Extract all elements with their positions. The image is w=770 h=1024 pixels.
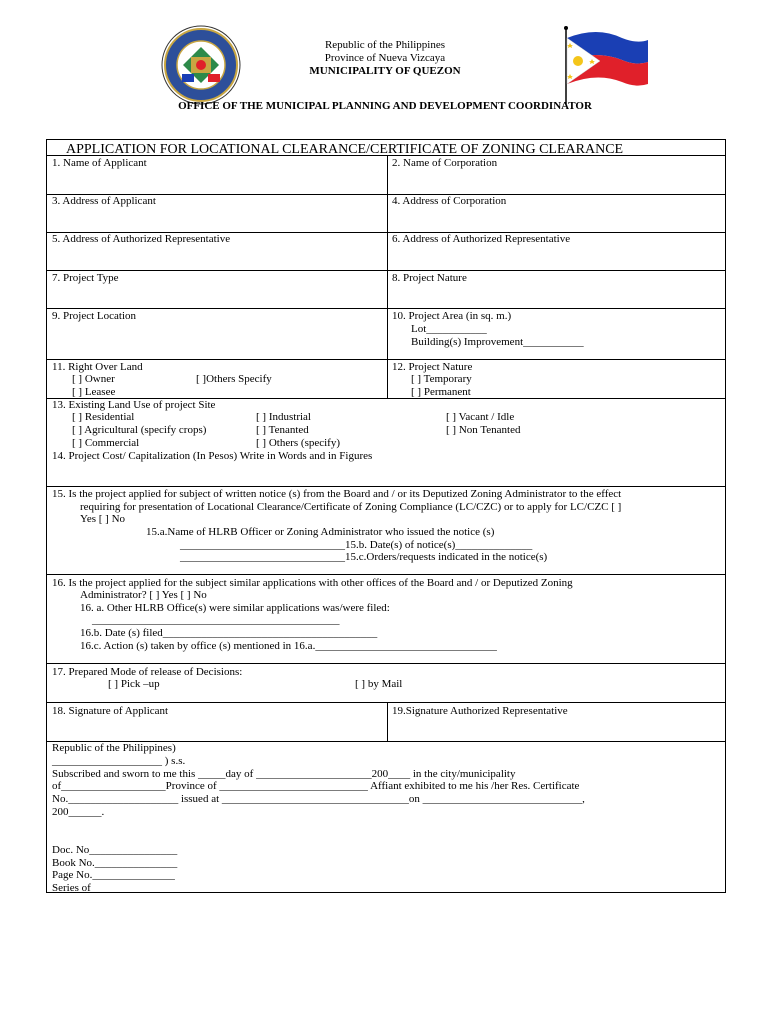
header-province: Province of Nueva Vizcaya xyxy=(324,52,446,64)
checkbox-commercial[interactable]: [ ] Commercial xyxy=(72,437,140,449)
field-project-cost[interactable]: 14. Project Cost/ Capitalization (In Pesos) Write in Words and in Figures xyxy=(52,450,373,462)
municipal-seal-icon xyxy=(160,24,242,106)
checkbox-non-tenanted[interactable]: [ ] Non Tenanted xyxy=(446,424,521,436)
field-16a[interactable]: 16. a. Other HLRB Office(s) were similar applications was/were filed: xyxy=(80,602,390,614)
question-16: 16. Is the project applied for the subject similar applications with other offices of the Board and / or Deputized Zoning xyxy=(52,577,573,589)
header-country: Republic of the Philippines xyxy=(324,39,446,51)
checkbox-pick-up[interactable]: [ ] Pick –up xyxy=(108,678,160,690)
checkbox-temporary[interactable]: [ ] Temporary xyxy=(411,373,472,385)
checkbox-tenanted[interactable]: [ ] Tenanted xyxy=(256,424,309,436)
office-title: OFFICE OF THE MUNICIPAL PLANNING AND DEVELOPMENT COORDINATOR xyxy=(178,100,592,112)
checkbox-owner[interactable]: [ ] Owner xyxy=(72,373,115,385)
checkbox-residential[interactable]: [ ] Residential xyxy=(72,411,135,423)
question-15-yes-no[interactable]: Yes [ ] No xyxy=(80,513,126,525)
notary-res-certificate[interactable]: No.____________________ issued at __________________________________on _____________________________, xyxy=(52,793,585,805)
field-right-over-land: 11. Right Over Land xyxy=(52,361,143,373)
field-16b[interactable]: 16.b. Date (s) filed_______________________________________ xyxy=(80,627,378,639)
field-15a[interactable]: 15.a.Name of HLRB Officer or Zoning Administrator who issued the notice (s) xyxy=(146,526,495,538)
field-address-of-applicant[interactable]: 3. Address of Applicant xyxy=(52,195,156,207)
philippine-flag-icon xyxy=(552,24,652,104)
checkbox-permanent[interactable]: [ ] Permanent xyxy=(411,386,471,398)
field-16a-line[interactable]: _____________________________________________ xyxy=(92,614,340,626)
notary-series[interactable]: Series of______________ xyxy=(52,882,168,894)
field-project-nature[interactable]: 8. Project Nature xyxy=(392,272,467,284)
field-16c[interactable]: 16.c. Action (s) taken by office (s) mentioned in 16.a._________________________________ xyxy=(80,640,497,652)
question-15: 15. Is the project applied for subject of written notice (s) from the Board and / or its Deputized Zoning Administrator to the effect xyxy=(52,488,622,500)
checkbox-others[interactable]: [ ] Others (specify) xyxy=(256,437,340,449)
field-address-of-representative[interactable]: 5. Address of Authorized Representative xyxy=(52,233,231,245)
checkbox-agricultural[interactable]: [ ] Agricultural (specify crops) xyxy=(72,424,207,436)
field-project-area-building[interactable]: Building(s) Improvement___________ xyxy=(411,336,584,348)
notary-country: Republic of the Philippines) xyxy=(52,742,176,754)
notary-province[interactable]: of___________________Province of ___________________________ Affiant exhibited to me his /her Res. Certificate xyxy=(52,780,580,792)
question-15-line2[interactable]: requiring for presentation of Locational Clearance/Certificate of Zoning Compliance (LC/CZC) or to apply for LC/CZC [ ] xyxy=(80,501,622,513)
field-15c[interactable]: ______________________________15.c.Orders/requests indicated in the notice(s) xyxy=(180,551,548,563)
field-project-area[interactable]: 10. Project Area (in sq. m.) xyxy=(392,310,512,322)
field-address-of-representative-2[interactable]: 6. Address of Authorized Representative xyxy=(392,233,571,245)
notary-ss[interactable]: ____________________ ) s.s. xyxy=(52,755,186,767)
checkbox-by-mail[interactable]: [ ] by Mail xyxy=(355,678,403,690)
question-17: 17. Prepared Mode of release of Decisions: xyxy=(52,666,243,678)
field-address-of-corporation[interactable]: 4. Address of Corporation xyxy=(392,195,507,207)
form-title: APPLICATION FOR LOCATIONAL CLEARANCE/CERTIFICATE OF ZONING CLEARANCE xyxy=(66,142,624,157)
field-name-of-corporation[interactable]: 2. Name of Corporation xyxy=(392,157,498,169)
header-municipality: MUNICIPALITY OF QUEZON xyxy=(309,65,461,77)
field-name-of-applicant[interactable]: 1. Name of Applicant xyxy=(52,157,147,169)
checkbox-others-specify[interactable]: [ ]Others Specify xyxy=(196,373,272,385)
notary-page-no[interactable]: Page No._______________ xyxy=(52,869,175,881)
field-existing-land-use: 13. Existing Land Use of project Site xyxy=(52,399,216,411)
field-15b[interactable]: ______________________________15.b. Date(s) of notice(s)______________ xyxy=(180,539,533,551)
notary-year[interactable]: 200______. xyxy=(52,806,105,818)
notary-book-no[interactable]: Book No._______________ xyxy=(52,857,178,869)
field-project-type[interactable]: 7. Project Type xyxy=(52,272,119,284)
field-signature-applicant[interactable]: 18. Signature of Applicant xyxy=(52,705,169,717)
notary-subscribed[interactable]: Subscribed and sworn to me this _____day of _____________________200____ in the city/municipality xyxy=(52,768,516,780)
question-16-yes-no[interactable]: Administrator? [ ] Yes [ ] No xyxy=(80,589,207,601)
notary-doc-no[interactable]: Doc. No________________ xyxy=(52,844,178,856)
field-project-nature-12: 12. Project Nature xyxy=(392,361,473,373)
field-signature-representative[interactable]: 19.Signature Authorized Representative xyxy=(392,705,568,717)
checkbox-industrial[interactable]: [ ] Industrial xyxy=(256,411,311,423)
field-project-area-lot[interactable]: Lot___________ xyxy=(411,323,487,335)
checkbox-vacant-idle[interactable]: [ ] Vacant / Idle xyxy=(446,411,515,423)
checkbox-leasee[interactable]: [ ] Leasee xyxy=(72,386,116,398)
field-project-location[interactable]: 9. Project Location xyxy=(52,310,137,322)
